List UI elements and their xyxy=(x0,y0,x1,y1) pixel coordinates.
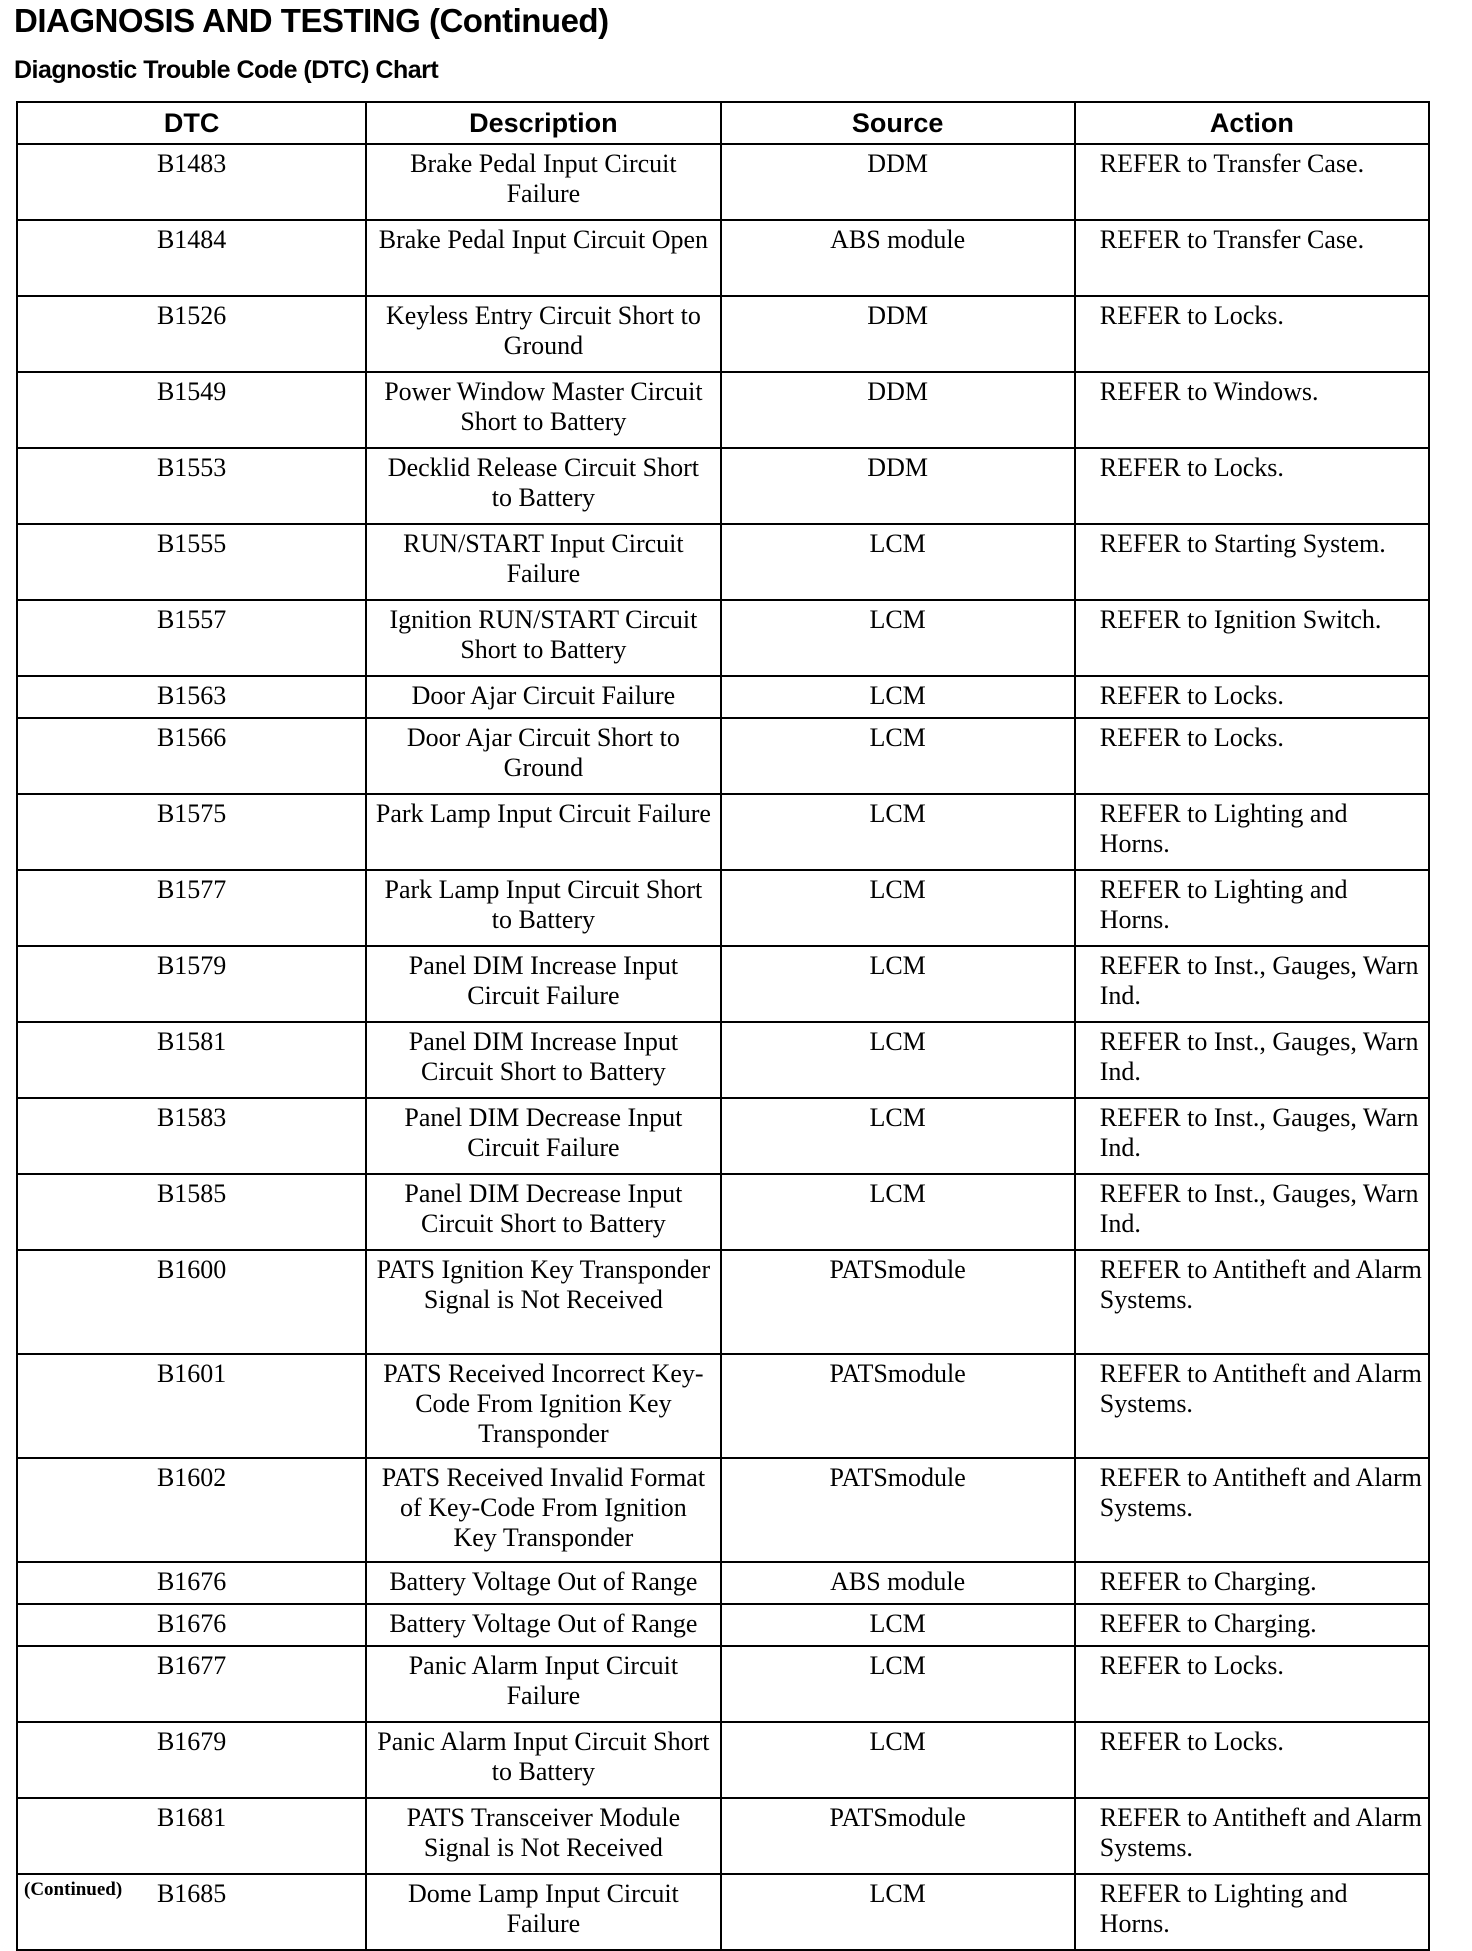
dtc-source: LCM xyxy=(721,794,1075,870)
table-row xyxy=(17,676,1429,718)
dtc-description: Door Ajar Circuit Failure xyxy=(366,676,720,718)
dtc-source: LCM xyxy=(721,870,1075,946)
dtc-action: REFER to Inst., Gauges, Warn Ind. xyxy=(1075,1098,1429,1174)
dtc-source: PATSmodule xyxy=(721,1354,1075,1458)
dtc-description: Brake Pedal Input Circuit Failure xyxy=(366,144,720,220)
dtc-code: B1566 xyxy=(17,718,366,794)
dtc-source: DDM xyxy=(721,448,1075,524)
table-row xyxy=(17,794,1429,870)
dtc-description: PATS Transceiver Module Signal is Not Received xyxy=(366,1798,720,1874)
table-row xyxy=(17,144,1429,220)
chart-subtitle: Diagnostic Trouble Code (DTC) Chart xyxy=(14,56,439,84)
dtc-source: ABS module xyxy=(721,220,1075,296)
column-header-action: Action xyxy=(1075,102,1429,144)
column-header-dtc: DTC xyxy=(17,102,366,144)
dtc-source: DDM xyxy=(721,372,1075,448)
dtc-source: LCM xyxy=(721,718,1075,794)
dtc-code: B1549 xyxy=(17,372,366,448)
dtc-description: Panel DIM Increase Input Circuit Failure xyxy=(366,946,720,1022)
table-row xyxy=(17,1646,1429,1722)
dtc-description: Keyless Entry Circuit Short to Ground xyxy=(366,296,720,372)
dtc-action: REFER to Antitheft and Alarm Systems. xyxy=(1075,1458,1429,1562)
table-row xyxy=(17,1022,1429,1098)
dtc-description: Ignition RUN/START Circuit Short to Battery xyxy=(366,600,720,676)
table-row xyxy=(17,1562,1429,1604)
dtc-code: B1602 xyxy=(17,1458,366,1562)
dtc-action: REFER to Charging. xyxy=(1075,1562,1429,1604)
dtc-description: Panel DIM Decrease Input Circuit Short to Battery xyxy=(366,1174,720,1250)
dtc-action: REFER to Charging. xyxy=(1075,1604,1429,1646)
dtc-action: REFER to Locks. xyxy=(1075,676,1429,718)
dtc-action: REFER to Ignition Switch. xyxy=(1075,600,1429,676)
dtc-action: REFER to Locks. xyxy=(1075,448,1429,524)
dtc-description: Panic Alarm Input Circuit Short to Battery xyxy=(366,1722,720,1798)
dtc-action: REFER to Antitheft and Alarm Systems. xyxy=(1075,1798,1429,1874)
dtc-source: LCM xyxy=(721,1722,1075,1798)
dtc-description: Door Ajar Circuit Short to Ground xyxy=(366,718,720,794)
dtc-action: REFER to Inst., Gauges, Warn Ind. xyxy=(1075,1022,1429,1098)
dtc-action: REFER to Transfer Case. xyxy=(1075,144,1429,220)
dtc-code: B1601 xyxy=(17,1354,366,1458)
dtc-description: Power Window Master Circuit Short to Battery xyxy=(366,372,720,448)
dtc-source: PATSmodule xyxy=(721,1458,1075,1562)
dtc-description: Battery Voltage Out of Range xyxy=(366,1604,720,1646)
dtc-description: Panel DIM Decrease Input Circuit Failure xyxy=(366,1098,720,1174)
dtc-action: REFER to Locks. xyxy=(1075,296,1429,372)
column-header-source: Source xyxy=(721,102,1075,144)
dtc-code: B1557 xyxy=(17,600,366,676)
dtc-code: B1600 xyxy=(17,1250,366,1354)
dtc-code: B1676 xyxy=(17,1562,366,1604)
dtc-action: REFER to Inst., Gauges, Warn Ind. xyxy=(1075,1174,1429,1250)
table-row xyxy=(17,296,1429,372)
dtc-action: REFER to Transfer Case. xyxy=(1075,220,1429,296)
dtc-source: ABS module xyxy=(721,1562,1075,1604)
dtc-action: REFER to Lighting and Horns. xyxy=(1075,870,1429,946)
dtc-description: Brake Pedal Input Circuit Open xyxy=(366,220,720,296)
dtc-action: REFER to Lighting and Horns. xyxy=(1075,794,1429,870)
dtc-source: LCM xyxy=(721,1874,1075,1950)
dtc-description: Park Lamp Input Circuit Short to Battery xyxy=(366,870,720,946)
table-row xyxy=(17,1798,1429,1874)
dtc-description: Park Lamp Input Circuit Failure xyxy=(366,794,720,870)
dtc-code: B1484 xyxy=(17,220,366,296)
dtc-code: B1579 xyxy=(17,946,366,1022)
table-row xyxy=(17,1722,1429,1798)
table-row xyxy=(17,1354,1429,1458)
page-title: DIAGNOSIS AND TESTING (Continued) xyxy=(14,2,609,39)
dtc-description: PATS Received Invalid Format of Key-Code From Ignition Key Transponder xyxy=(366,1458,720,1562)
column-header-description: Description xyxy=(366,102,720,144)
dtc-description: Decklid Release Circuit Short to Battery xyxy=(366,448,720,524)
table-row xyxy=(17,448,1429,524)
dtc-code: B1583 xyxy=(17,1098,366,1174)
dtc-action: REFER to Inst., Gauges, Warn Ind. xyxy=(1075,946,1429,1022)
dtc-description: RUN/START Input Circuit Failure xyxy=(366,524,720,600)
dtc-source: LCM xyxy=(721,1098,1075,1174)
table-header-row xyxy=(17,102,1429,144)
dtc-action: REFER to Locks. xyxy=(1075,718,1429,794)
dtc-source: LCM xyxy=(721,1646,1075,1722)
dtc-code: B1483 xyxy=(17,144,366,220)
dtc-source: DDM xyxy=(721,296,1075,372)
dtc-description: Panel DIM Increase Input Circuit Short to Battery xyxy=(366,1022,720,1098)
table-row xyxy=(17,1174,1429,1250)
dtc-code: B1575 xyxy=(17,794,366,870)
dtc-code: B1555 xyxy=(17,524,366,600)
dtc-source: LCM xyxy=(721,600,1075,676)
dtc-description: PATS Ignition Key Transponder Signal is Not Received xyxy=(366,1250,720,1354)
dtc-chart-table xyxy=(16,101,1430,1951)
dtc-source: LCM xyxy=(721,676,1075,718)
dtc-code: B1677 xyxy=(17,1646,366,1722)
dtc-source: PATSmodule xyxy=(721,1250,1075,1354)
dtc-code: B1676 xyxy=(17,1604,366,1646)
table-row xyxy=(17,870,1429,946)
dtc-code: B1685 xyxy=(17,1874,366,1950)
dtc-action: REFER to Lighting and Horns. xyxy=(1075,1874,1429,1950)
dtc-code: B1577 xyxy=(17,870,366,946)
dtc-code: B1581 xyxy=(17,1022,366,1098)
dtc-source: LCM xyxy=(721,1022,1075,1098)
table-row xyxy=(17,220,1429,296)
table-row xyxy=(17,1250,1429,1354)
dtc-code: B1585 xyxy=(17,1174,366,1250)
dtc-source: LCM xyxy=(721,1174,1075,1250)
table-row xyxy=(17,718,1429,794)
dtc-description: Dome Lamp Input Circuit Failure xyxy=(366,1874,720,1950)
table-row xyxy=(17,1458,1429,1562)
dtc-description: Panic Alarm Input Circuit Failure xyxy=(366,1646,720,1722)
dtc-source: LCM xyxy=(721,524,1075,600)
dtc-description: PATS Received Incorrect Key-Code From Ignition Key Transponder xyxy=(366,1354,720,1458)
dtc-code: B1553 xyxy=(17,448,366,524)
table-row xyxy=(17,600,1429,676)
dtc-source: DDM xyxy=(721,144,1075,220)
dtc-code: B1679 xyxy=(17,1722,366,1798)
dtc-action: REFER to Antitheft and Alarm Systems. xyxy=(1075,1250,1429,1354)
dtc-action: REFER to Locks. xyxy=(1075,1646,1429,1722)
table-row xyxy=(17,1604,1429,1646)
table-row xyxy=(17,524,1429,600)
dtc-action: REFER to Antitheft and Alarm Systems. xyxy=(1075,1354,1429,1458)
table-row xyxy=(17,946,1429,1022)
table-row xyxy=(17,372,1429,448)
dtc-source: LCM xyxy=(721,946,1075,1022)
dtc-action: REFER to Locks. xyxy=(1075,1722,1429,1798)
dtc-code: B1526 xyxy=(17,296,366,372)
dtc-code: B1681 xyxy=(17,1798,366,1874)
table-row xyxy=(17,1098,1429,1174)
table-row xyxy=(17,1874,1429,1950)
dtc-source: LCM xyxy=(721,1604,1075,1646)
dtc-action: REFER to Starting System. xyxy=(1075,524,1429,600)
dtc-action: REFER to Windows. xyxy=(1075,372,1429,448)
dtc-description: Battery Voltage Out of Range xyxy=(366,1562,720,1604)
dtc-source: PATSmodule xyxy=(721,1798,1075,1874)
continued-note: (Continued) xyxy=(24,1879,123,1900)
dtc-code: B1563 xyxy=(17,676,366,718)
